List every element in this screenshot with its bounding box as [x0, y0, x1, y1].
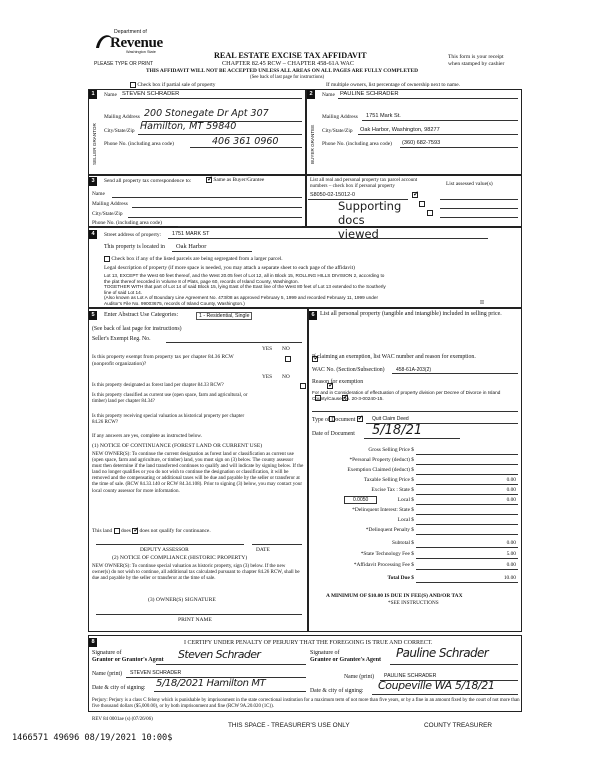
grantee-date-city-label: Date & city of signing:: [310, 688, 364, 694]
see-instructions: *SEE INSTRUCTIONS: [388, 600, 439, 606]
if-yes-note: If any answers are yes, complete as instructed below.: [92, 433, 203, 439]
parcel-personal-checkbox-1[interactable]: [412, 192, 418, 198]
amount-processing-fee-value[interactable]: 0.00: [506, 562, 516, 568]
amount-taxable-label: Taxable Selling Price $: [363, 477, 414, 483]
amount-interest-local-label: Local $: [397, 517, 414, 523]
section-number-4: 4: [89, 230, 97, 239]
owner-signature-label: (3) OWNER(S) SIGNATURE: [148, 597, 216, 603]
seller-phone[interactable]: 406 361 0960: [212, 136, 279, 147]
amount-interest-local[interactable]: [392, 517, 518, 526]
amount-interest-state-label: *Delinquent Interest: State $: [352, 507, 414, 513]
notice1-title: (1) NOTICE OF CONTINUANCE (FOREST LAND OR CURRENT USE): [92, 443, 263, 449]
legal-line-2: the plat thereof recorded in Volume 8 of Plats, page 60, records of Island County, Washington.: [104, 278, 299, 284]
amount-subtotal-label: Subtotal $: [391, 540, 414, 546]
assessed-header: List assessed value(s): [446, 181, 493, 187]
street-label: Street address of property:: [104, 232, 162, 238]
form-warning: THIS AFFIDAVIT WILL NOT BE ACCEPTED UNLESS ALL AREAS ON ALL PAGES ARE FULLY COMPLETED: [146, 68, 419, 74]
seller-phone-label: Phone No. (including area code): [104, 141, 174, 147]
no-header-1: NO: [282, 346, 290, 352]
grantee-sig-label-1: Signature of: [310, 650, 340, 656]
personal-property-label: List all personal property (tangible and intangible) included in selling price.: [320, 311, 502, 317]
legal-line-4: line of said Lot 14.: [104, 289, 143, 295]
section-number-1: 1: [89, 90, 97, 99]
send-correspondence-label: Send all property tax correspondence to:: [104, 178, 192, 184]
amount-excise-state-value[interactable]: 0.00: [506, 487, 516, 493]
buyer-city[interactable]: Oak Harbor, Washington, 98277: [360, 127, 440, 133]
logo-dept: Department of: [114, 29, 147, 35]
correspondence-city-label: City/State/Zip: [92, 211, 123, 217]
amount-total-value[interactable]: 10.00: [503, 575, 516, 581]
supporting-docs-note: Supporting docs viewed: [338, 199, 402, 241]
land-use-label: Enter Abstract Use Categories:: [104, 312, 179, 318]
amount-tech-fee-value[interactable]: 5.00: [506, 551, 516, 557]
parcel-number[interactable]: S8050-02-15012-0: [310, 192, 355, 198]
amount-gross[interactable]: [368, 447, 518, 456]
exempt-reg-label: Seller's Exempt Reg. No.: [92, 336, 151, 342]
parcel-personal-checkbox-2[interactable]: [419, 201, 425, 207]
grantor-sig-label-1: Signature of: [92, 650, 122, 656]
logo-state: Washington State: [126, 50, 156, 54]
receipt-note-2: when stamped by cashier: [448, 61, 505, 67]
does-label: does: [120, 528, 131, 535]
street-address[interactable]: 1751 MARK ST: [172, 231, 210, 237]
form-subtitle: CHAPTER 82.45 RCW – CHAPTER 458-61A WAC: [222, 60, 354, 67]
buyer-phone-label: Phone No. (including area code): [322, 141, 392, 147]
buyer-name[interactable]: PAULINE SCHRADER: [340, 91, 399, 97]
amount-interest-state[interactable]: [352, 507, 518, 516]
amount-total[interactable]: [387, 575, 518, 584]
print-name-label: PRINT NAME: [178, 617, 212, 623]
grantee-date-city[interactable]: Coupeville WA 5/18/21: [378, 679, 495, 692]
amount-subtotal[interactable]: [392, 540, 518, 549]
segregated-label: Check box if any of the listed parcels are being segregated from a larger parcel.: [111, 256, 283, 263]
county-treasurer: COUNTY TREASURER: [424, 722, 492, 729]
amount-taxable-value[interactable]: 0.00: [506, 477, 516, 483]
legal-line-3: TOGETHER WITH that part of Lot 14 of said Block 15, lying East of the East line of the West 80 feet of Lot 13 extended to the Southerly: [104, 284, 386, 290]
question-nonprofit: Is this property exempt from property tax per chapter 84.36 RCW (nonprofit organization)?: [92, 354, 234, 367]
amount-exemption-label: Exemption Claimed (deduct) $: [347, 467, 414, 473]
grantee-sig-label-2: Grantee or Grantee's Agent: [310, 657, 382, 663]
receipt-note-1: This form is your receipt: [448, 54, 504, 60]
land-use-value[interactable]: 1 - Residential, Single: [196, 312, 252, 320]
see-back-header: (See back of last page for instructions): [250, 75, 325, 80]
section-number-3: 3: [89, 177, 97, 186]
qualify-label: qualify for continuance.: [159, 528, 211, 535]
buyer-phone[interactable]: (360) 682-7593: [402, 140, 441, 146]
seller-city[interactable]: Hamilton, MT 59840: [140, 121, 237, 132]
certify-statement: I CERTIFY UNDER PENALTY OF PERJURY THAT THE FOREGOING IS TRUE AND CORRECT.: [184, 640, 433, 646]
buyer-side-label: BUYER GRANTEE: [310, 124, 315, 164]
amount-tech-fee-label: *State Technology Fee $: [360, 551, 414, 557]
amount-excise-local[interactable]: [392, 497, 518, 506]
amount-total-label: Total Due $: [387, 575, 414, 581]
section-number-5: 5: [89, 311, 97, 320]
legal-line-5: (Also known as Lot A of Boundary Line Agreement No. 473/08 as approved February 5, 1999 and recorded February 11, 1999 under: [104, 295, 379, 301]
located-city[interactable]: Oak Harbor: [176, 243, 207, 250]
seller-mailing-label: Mailing Address: [104, 114, 140, 120]
amount-penalty-label: *Delinquent Penalty $: [365, 527, 414, 533]
question-forest: Is this property designated as forest land per chapter 84.33 RCW?: [92, 383, 224, 388]
grantee-name-print[interactable]: PAULINE SCHRADER: [384, 673, 437, 679]
amount-personal[interactable]: [349, 457, 518, 466]
correspondence-name-label: Name: [92, 191, 105, 197]
does-checkbox[interactable]: [114, 528, 120, 534]
notice2-body: NEW OWNER(S): To continue special valuation as historic property, sign (3) below. If the new owner(s) do not wish to continue, all additional tax calculated pursuant to chapter 84.26 RCW, shall be due and payable by the seller or transferor at the time of sale.: [92, 563, 300, 582]
yes-header-2: YES: [262, 374, 273, 380]
amount-taxable[interactable]: [363, 477, 518, 486]
notice2-title: (2) NOTICE OF COMPLIANCE (HISTORIC PROPERTY): [112, 555, 248, 561]
form-title: REAL ESTATE EXCISE TAX AFFIDAVIT: [214, 51, 367, 60]
correspondence-phone-label: Phone No. (including area code): [92, 220, 162, 226]
amount-processing-fee[interactable]: [353, 562, 518, 571]
claim-exemption-label: If claiming an exemption, list WAC number and reason for exemption.: [312, 354, 476, 360]
parcel-header: List all real and personal property tax parcel account numbers – check box if personal property: [310, 177, 418, 190]
doc-date-value[interactable]: 5/18/21: [372, 423, 423, 438]
same-as-buyer[interactable]: [206, 177, 264, 184]
grantee-signature[interactable]: Pauline Schrader: [396, 646, 489, 660]
amount-gross-label: Gross Selling Price $: [368, 447, 414, 453]
buyer-city-label: City/State/Zip: [322, 128, 353, 134]
continuance[interactable]: [92, 528, 211, 535]
grantor-date-city[interactable]: 5/18/2021 Hamilton MT: [156, 678, 266, 689]
legal-description: [104, 273, 514, 307]
notice1-body: NEW OWNER(S): To continue the current designation as forest land or classification as current use (open space, farm and agriculture, or timber) land, you must sign on (3) below. The county assessor must then determine if the land transferred continues to qualify and will indicate by signing below. If the land no longer qualifies or you do not wish to continue the designation or classification, it will be removed and the compensating or additional taxes will be due and payable by the seller or transferor at the time of sale. (RCW 84.33.140 or RCW 84.34.108). Prior to signing (3) below, you may contact your local county assessor for more information.: [92, 451, 304, 494]
deputy-assessor-label: DEPUTY ASSESSOR: [140, 547, 189, 553]
seller-name-label: Name: [104, 92, 117, 98]
grantor-name-label: Name (print): [92, 671, 123, 677]
section-number-2: 2: [307, 90, 315, 99]
partial-sale-checkbox[interactable]: [130, 82, 136, 88]
local-rate[interactable]: 0.0050: [344, 496, 377, 504]
amount-excise-state-label: Excise Tax : State $: [371, 487, 414, 493]
buyer-mailing-label: Mailing Address: [322, 114, 358, 120]
reason-label: Reason for exemption: [312, 379, 364, 385]
reason-value[interactable]: For and in Consideration of effectuation of property division per Decree of Divorce in Island County/Cause No. 20-3-00240-15.: [312, 390, 501, 401]
same-as-buyer-checkbox[interactable]: [206, 177, 212, 183]
grantor-name-print[interactable]: STEVEN SCHRADER: [130, 670, 182, 676]
grantee-name-label: Name (print): [344, 674, 375, 680]
seller-side-label: SELLER GRANTOR: [92, 123, 97, 165]
segregated-checkbox[interactable]: [104, 256, 110, 262]
doc-date-label: Date of Document: [312, 431, 355, 437]
deputy-date-label: DATE: [256, 547, 270, 553]
doc-type-label: Type of Document: [312, 417, 356, 423]
grantor-signature[interactable]: Steven Schrader: [178, 648, 261, 661]
q2-yes[interactable]: [300, 383, 306, 389]
legal-line-1: Lot 13, EXCEPT the West 60 feet thereof, and the West 20.05 feet of Lot 12, all in Block 15, ROLLING HILLS DIVISION 2, according to: [104, 273, 385, 278]
wac-label: WAC No. (Section/Subsection): [312, 367, 385, 373]
grantor-date-city-label: Date & city of signing:: [92, 685, 146, 691]
amount-tech-fee[interactable]: [360, 551, 518, 560]
correspondence-mailing-label: Mailing Address: [92, 201, 128, 207]
partial-sale[interactable]: [130, 82, 216, 89]
form-number: REV 84 0001ae (s) (07/26/06): [92, 717, 153, 722]
section4-mark: II: [480, 300, 484, 306]
does-not-checkbox[interactable]: [132, 528, 138, 534]
yes-header-1: YES: [262, 346, 273, 352]
seller-mailing[interactable]: 200 Stonegate Dr Apt 307: [144, 108, 269, 119]
legal-desc-label: Legal description of property (if more space is needed, you may attach a separate sheet to each page of the affidavit): [104, 265, 355, 271]
recording-stamp: 1466571 49696 08/19/2021 10:00$: [12, 733, 173, 743]
does-not-label: does not: [139, 528, 158, 535]
legal-line-6: Auditor's File No. 99003675, records of Island County, Washington.): [104, 300, 245, 306]
logo-name: Revenue: [110, 35, 163, 51]
treasurer-space: THIS SPACE - TREASURER'S USE ONLY: [228, 722, 350, 729]
wac-value[interactable]: 458-61A-203(2): [396, 367, 432, 373]
section-number-8: 8: [89, 638, 97, 647]
partial-sale-label: Check box if partial sale of property: [137, 82, 216, 89]
no-header-2: NO: [282, 374, 290, 380]
parcel-personal-checkbox-3[interactable]: [427, 210, 433, 216]
amount-exemption[interactable]: [347, 467, 518, 476]
question-historic: Is this property receiving special valuation as historical property per chapter 84.26 RCW?: [92, 414, 245, 426]
grantor-sig-label-2: Grantor or Grantor's Agent: [92, 657, 164, 663]
amount-excise-local-value[interactable]: 0.00: [506, 497, 516, 503]
buyer-mailing[interactable]: 1751 Mark St.: [366, 113, 401, 119]
amount-subtotal-value[interactable]: 0.00: [506, 540, 516, 546]
section-number-6: 6: [309, 311, 317, 320]
perjury-note: Perjury: Perjury is a class C felony which is punishable by imprisonment in the state correctional institution for a maximum term of not more than five years, or by a fine in an amount fixed by the court of not more than five thousand dollars ($5,000.00), or by both imprisonment and fine (RCW 9A.20.020 (1C)).: [92, 698, 520, 709]
land-use-see-back: (See back of last page for instructions): [92, 326, 182, 332]
segregated[interactable]: [104, 256, 283, 263]
seller-name[interactable]: STEVEN SCHRADER: [122, 91, 180, 97]
amount-penalty[interactable]: [365, 527, 518, 536]
amount-processing-fee-label: *Affidavit Processing Fee $: [353, 562, 414, 568]
dor-logo: [94, 28, 164, 58]
this-land-label: This land: [92, 528, 113, 535]
question-current-use: Is this property classified as current use (open space, farm and agricultural, or timber) land per chapter 84.34?: [92, 393, 248, 405]
buyer-name-label: Name: [322, 92, 335, 98]
amount-excise-local-label: Local $: [397, 497, 414, 503]
amount-personal-label: *Personal Property (deduct) $: [349, 457, 414, 463]
q1-yes[interactable]: [285, 356, 291, 362]
doc-type-value[interactable]: Quit Claim Deed: [372, 416, 409, 422]
multiple-owners-note: If multiple owners, list percentage of ownership next to name.: [326, 82, 460, 88]
seller-city-label: City/State/Zip: [104, 128, 135, 134]
print-note: PLEASE TYPE OR PRINT: [94, 61, 154, 67]
same-as-buyer-label: Same as Buyer/Grantee: [213, 177, 265, 184]
located-label: This property is located in: [104, 244, 165, 250]
amount-excise-state[interactable]: [371, 487, 518, 496]
minimum-due-note: A MINIMUM OF $10.00 IS DUE IN FEE(S) AND/OR TAX: [326, 593, 463, 599]
